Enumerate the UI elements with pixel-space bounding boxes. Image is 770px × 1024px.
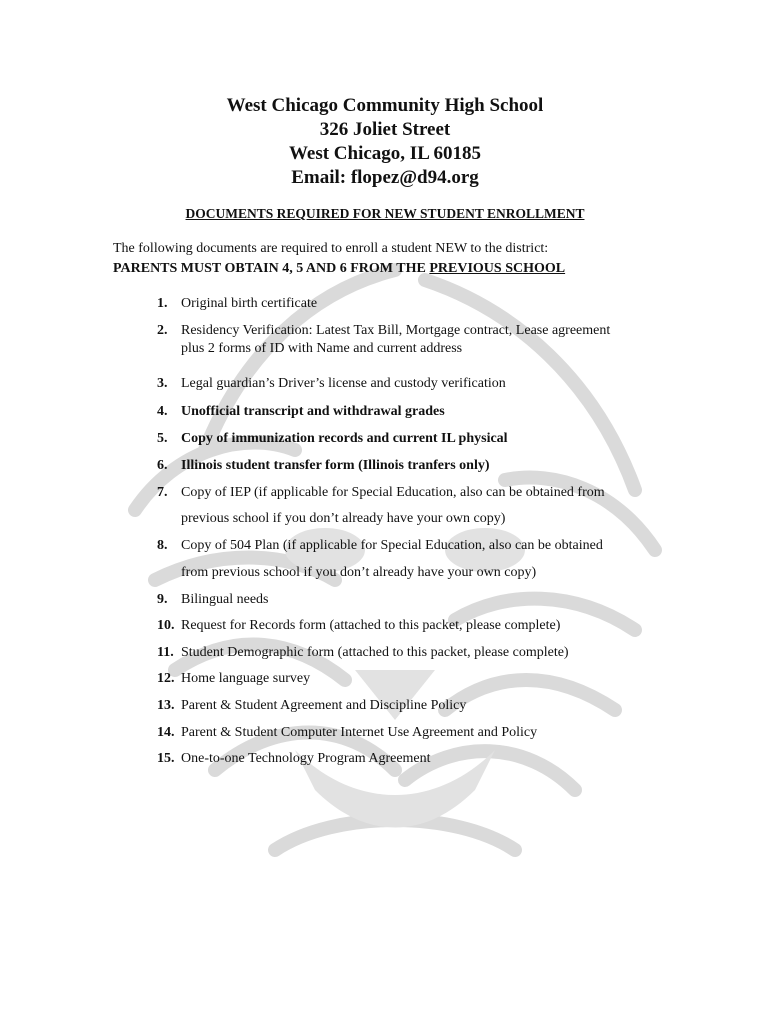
item-text: Original birth certificate bbox=[181, 296, 318, 311]
item-number: 14. bbox=[157, 725, 175, 740]
list-item bbox=[157, 404, 445, 420]
item-text: Request for Records form (attached to this packet, please complete) bbox=[181, 618, 561, 633]
parents-notice bbox=[113, 261, 565, 277]
list-item bbox=[157, 592, 269, 608]
item-number: 7. bbox=[157, 485, 168, 500]
item-number: 13. bbox=[157, 698, 175, 713]
item-number: 5. bbox=[157, 431, 168, 446]
item-number: 6. bbox=[157, 458, 168, 473]
item-number: 1. bbox=[157, 296, 168, 311]
item-continuation: from previous school if you don’t already have your own copy) bbox=[181, 565, 537, 580]
list-item bbox=[157, 538, 603, 554]
item-text: One-to-one Technology Program Agreement bbox=[181, 751, 431, 766]
item-number: 12. bbox=[157, 671, 175, 686]
item-text: Unofficial transcript and withdrawal grades bbox=[181, 404, 445, 419]
list-item bbox=[157, 725, 537, 741]
item-number: 4. bbox=[157, 404, 168, 419]
school-email: Email: flopez@d94.org bbox=[291, 167, 479, 188]
item-text: Bilingual needs bbox=[181, 592, 269, 607]
item-number: 8. bbox=[157, 538, 168, 553]
list-item bbox=[157, 698, 466, 714]
item-number: 2. bbox=[157, 323, 168, 338]
item-number: 10. bbox=[157, 618, 175, 633]
list-item bbox=[157, 296, 317, 312]
item-number: 3. bbox=[157, 376, 168, 391]
item-continuation: previous school if you don’t already have your own copy) bbox=[181, 511, 506, 526]
item-number: 15. bbox=[157, 751, 175, 766]
list-item bbox=[157, 671, 310, 687]
school-header bbox=[0, 94, 770, 190]
school-city: West Chicago, IL 60185 bbox=[288, 143, 482, 164]
item-continuation: plus 2 forms of ID with Name and current address bbox=[181, 341, 463, 356]
list-item bbox=[157, 751, 431, 767]
intro-text: The following documents are required to enroll a student NEW to the district: bbox=[113, 241, 549, 256]
school-name: West Chicago Community High School bbox=[226, 95, 544, 116]
list-item bbox=[157, 376, 506, 392]
item-text: Student Demographic form (attached to this packet, please complete) bbox=[181, 645, 569, 660]
list-item bbox=[157, 431, 508, 447]
item-text: Legal guardian’s Driver’s license and custody verification bbox=[181, 376, 506, 391]
item-number: 11. bbox=[157, 645, 174, 660]
list-item bbox=[157, 645, 569, 661]
school-street: 326 Joliet Street bbox=[319, 119, 451, 140]
list-item bbox=[157, 458, 490, 474]
document-subtitle: DOCUMENTS REQUIRED FOR NEW STUDENT ENROLLMENT bbox=[185, 206, 585, 221]
item-text: Copy of immunization records and current IL physical bbox=[181, 431, 508, 446]
list-item bbox=[157, 618, 560, 634]
item-text: Copy of IEP (if applicable for Special Education, also can be obtained from bbox=[181, 485, 605, 500]
item-text: Copy of 504 Plan (if applicable for Special Education, also can be obtained bbox=[181, 538, 603, 553]
parents-notice-underlined: PREVIOUS SCHOOL bbox=[429, 261, 566, 276]
item-text: Residency Verification: Latest Tax Bill, Mortgage contract, Lease agreement bbox=[181, 323, 611, 338]
item-text: Illinois student transfer form (Illinois tranfers only) bbox=[181, 458, 490, 473]
item-number: 9. bbox=[157, 592, 168, 607]
parents-notice-prefix: PARENTS MUST OBTAIN 4, 5 AND 6 FROM THE bbox=[113, 261, 430, 276]
list-item bbox=[157, 485, 605, 501]
list-item bbox=[157, 323, 610, 339]
item-text: Parent & Student Agreement and Discipline Policy bbox=[181, 698, 467, 713]
item-text: Home language survey bbox=[181, 671, 311, 686]
item-text: Parent & Student Computer Internet Use Agreement and Policy bbox=[181, 725, 538, 740]
